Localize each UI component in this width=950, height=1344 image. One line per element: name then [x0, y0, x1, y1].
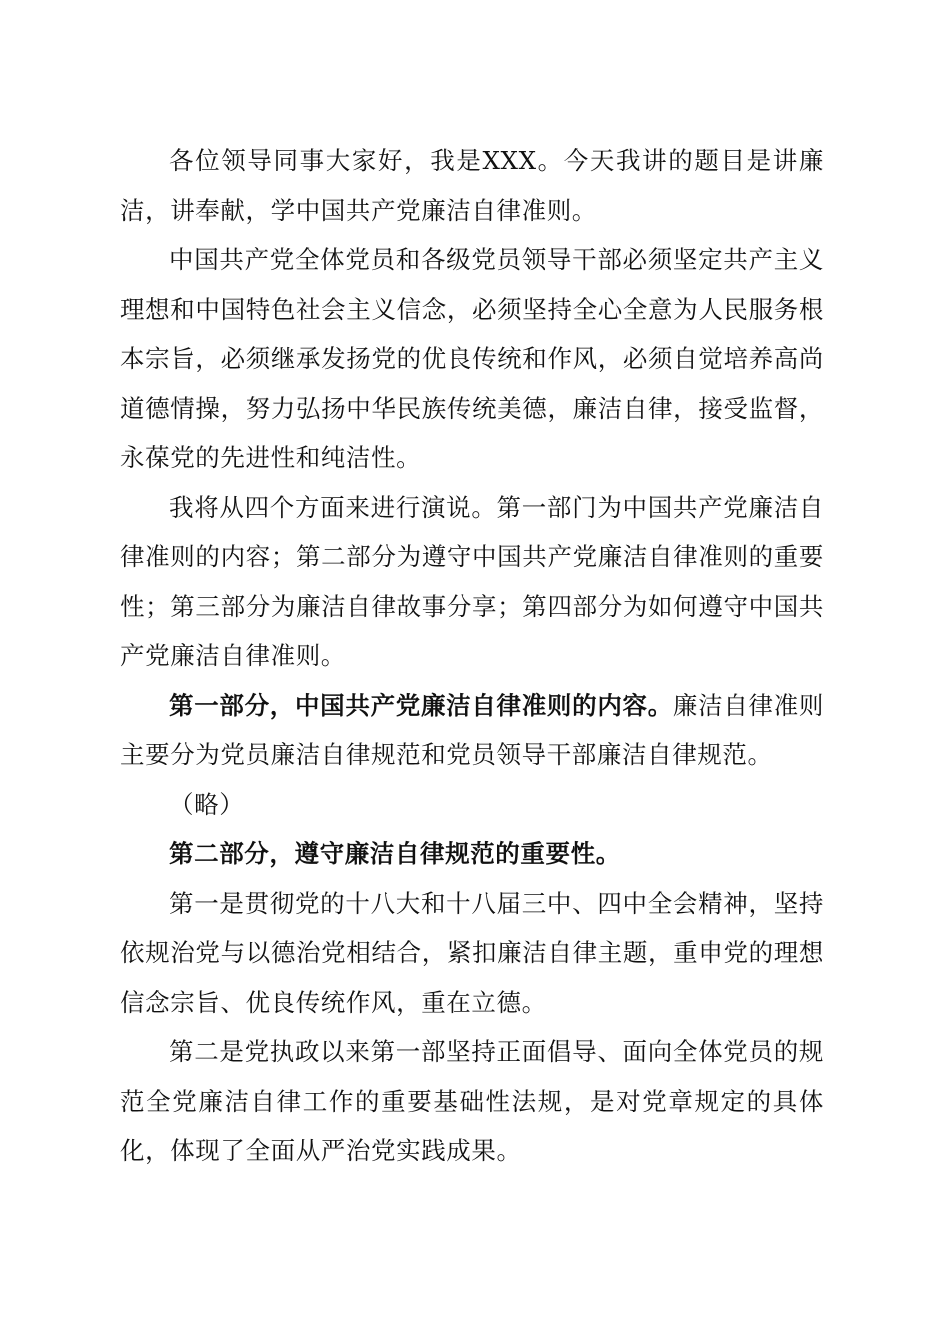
paragraph-greeting	[120, 136, 824, 235]
paragraph-outline	[120, 483, 824, 681]
document-body	[120, 136, 824, 1176]
paragraph-text: （略）	[169, 789, 245, 819]
paragraph-omitted-note	[120, 780, 824, 830]
paragraph-text: 廉洁自律准则主要分为党员廉洁自律规范和党员领导干部廉洁自律规范。	[120, 690, 824, 769]
paragraph-text: 第一是贯彻党的十八大和十八届三中、四中全会精神，坚持依规治党与以德治党相结合，紧扣廉洁自律主题，重申党的理想信念宗旨、优良传统作风，重在立德。	[120, 888, 824, 1017]
section-heading-part-one: 第一部分，中国共产党廉洁自律准则的内容。	[169, 690, 673, 720]
paragraph-text: 第二是党执政以来第一部坚持正面倡导、面向全体党员的规范全党廉洁自律工作的重要基础性法规，是对党章规定的具体化，体现了全面从严治党实践成果。	[120, 1037, 824, 1165]
paragraph-part-two-heading	[120, 829, 824, 879]
paragraph-point-two	[120, 1027, 824, 1176]
paragraph-point-one	[120, 879, 824, 1028]
paragraph-text: 各位领导同事大家好，我是XXX。今天我讲的题目是讲廉洁，讲奉献，学中国共产党廉洁自律准则。	[120, 146, 824, 225]
section-heading-part-two: 第二部分，遵守廉洁自律规范的重要性。	[169, 839, 621, 868]
paragraph-text: 我将从四个方面来进行演说。第一部门为中国共产党廉洁自律准则的内容；第二部分为遵守中国共产党廉洁自律准则的重要性；第三部分为廉洁自律故事分享；第四部分为如何遵守中国共产党廉洁自律准则。	[120, 492, 824, 670]
paragraph-party-requirements	[120, 235, 824, 483]
paragraph-part-one	[120, 681, 824, 780]
paragraph-text: 中国共产党全体党员和各级党员领导干部必须坚定共产主义理想和中国特色社会主义信念，必须坚持全心全意为人民服务根本宗旨，必须继承发扬党的优良传统和作风，必须自觉培养高尚道德情操，努力弘扬中华民族传统美德，廉洁自律，接受监督，永葆党的先进性和纯洁性。	[120, 245, 824, 472]
